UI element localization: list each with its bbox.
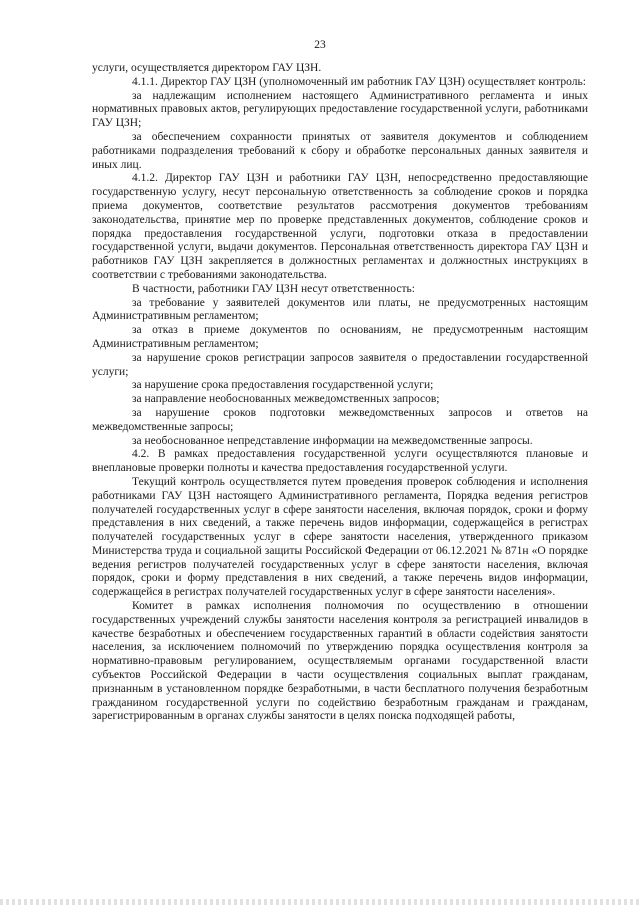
- paragraph: за отказ в приеме документов по основаниям, не предусмотренным настоящим Административным регламентом;: [92, 324, 588, 350]
- paragraph: за обеспечением сохранности принятых от заявителя документов и соблюдением работниками подразделения требований к сбору и обработке персональных данных заявителя и иных лиц.: [92, 130, 588, 171]
- paragraph: за надлежащим исполнением настоящего Административного регламента и иных нормативных правовых актов, регулирующих предоставление государственной услуги, работниками ГАУ ЦЗН;: [92, 89, 588, 130]
- paragraph: за нарушение сроков регистрации запросов заявителя о предоставлении государственной услуги;: [92, 351, 588, 378]
- page-body: [92, 62, 588, 724]
- page-number: 23: [314, 39, 326, 51]
- paragraph: Текущий контроль осуществляется путем проведения проверок соблюдения и исполнения работниками ГАУ ЦЗН настоящего Административного регламента, Порядка ведения регистров получателей государственных услуг в сфере занятости населения, включая порядок, сроки и форму представления в них сведений, а также перечень видов информации, содержащейся в регистрах получателей государственных услуг в сфере занятости населения, утвержденного приказом Министерства труда и социальной защиты Российской Федерации от 06.12.2021 № 871н «О порядке ведения регистров получателей государственных услуг в сфере занятости населения, включая порядок, сроки и форму представления в них сведений, а также перечень видов информации, содержащейся в регистрах получателей государственных услуг в сфере занятости населения».: [92, 475, 588, 599]
- paragraph: В частности, работники ГАУ ЦЗН несут ответственность:: [132, 282, 415, 295]
- paragraph: за направление необоснованных межведомственных запросов;: [132, 393, 440, 406]
- paragraph: Комитет в рамках исполнения полномочия по осуществлению в отношении государственных учреждений службы занятости населения контроля за регистрацией инвалидов в качестве безработных и обеспечением государственных гарантий в области содействия занятости населения, за исключением полномочий по утверждению порядка осуществления контроля за нормативно-правовым регулированием, осуществляемым органами государственной власти субъектов Российской Федерации в части осуществления социальных выплат гражданам, признанным в установленном порядке безработными, в части бесплатного получения безработным гражданином государственной услуги по содействию безработным гражданам и гражданам, зарегистрированным в органах службы занятости в целях поиска подходящей работы,: [92, 600, 588, 723]
- paragraph: 4.1.2. Директор ГАУ ЦЗН и работники ГАУ ЦЗН, непосредственно предоставляющие государственную услугу, несут персональную ответственность за соблюдение сроков и порядка приема документов, соответствие результатов рассмотрения документов требованиям законодательства, принятие мер по проверке представленных документов, соблюдение сроков и порядка предоставления государственной услуги, подготовки отказа в предоставлении государственной услуги, выдачи документов. Персональная ответственность директора ГАУ ЦЗН и работников ГАУ ЦЗН закрепляется в должностных регламентах и должностных инструкциях в соответствии с требованиями законодательства.: [92, 172, 588, 281]
- paragraph: 4.1.1. Директор ГАУ ЦЗН (уполномоченный им работник ГАУ ЦЗН) осуществляет контроль:: [132, 75, 586, 88]
- paragraph: за требование у заявителей документов или платы, не предусмотренных настоящим Административным регламентом;: [92, 296, 588, 323]
- paragraph: 4.2. В рамках предоставления государственной услуги осуществляются плановые и внеплановые проверки полноты и качества предоставления государственной услуги.: [92, 448, 588, 475]
- scan-edge-strip: [0, 899, 640, 905]
- paragraph: за нарушение сроков подготовки межведомственных запросов и ответов на межведомственные запросы;: [92, 406, 588, 433]
- paragraph: за необоснованное непредставление информации на межведомственные запросы.: [132, 434, 533, 447]
- paragraph: за нарушение срока предоставления государственной услуги;: [132, 379, 434, 392]
- paragraph: услуги, осуществляется директором ГАУ ЦЗН.: [92, 62, 322, 74]
